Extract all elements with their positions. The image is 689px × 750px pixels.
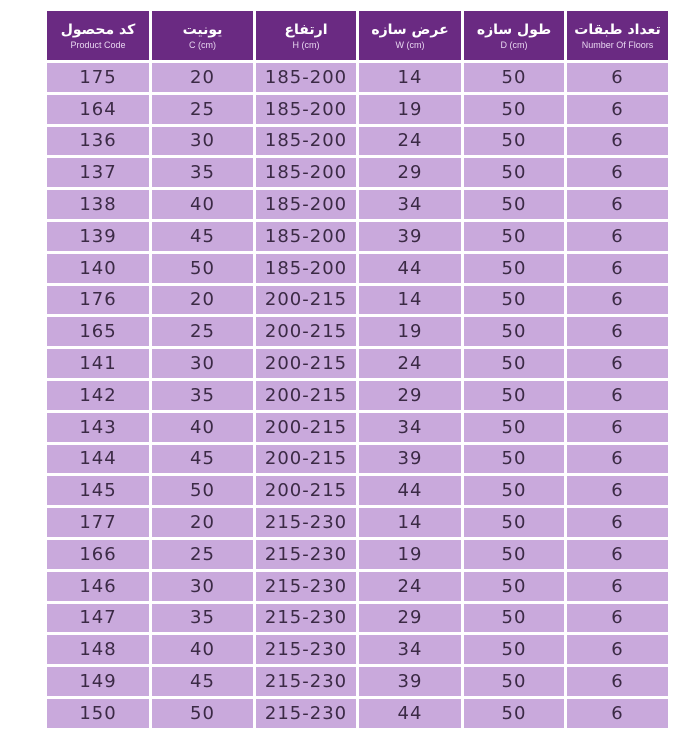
table-cell-depth-d: 50 xyxy=(464,604,564,633)
table-cell-depth-d: 50 xyxy=(464,413,564,442)
table-cell-unit-c: 50 xyxy=(152,476,253,505)
table-cell-depth-d: 50 xyxy=(464,635,564,664)
table-cell-depth-d: 50 xyxy=(464,572,564,601)
column-header-number-of-floors xyxy=(567,11,668,60)
table-cell-height-h: 200-215 xyxy=(256,476,356,505)
table-cell-height-h: 200-215 xyxy=(256,413,356,442)
table-cell-width-w: 44 xyxy=(359,699,461,728)
table-cell-depth-d: 50 xyxy=(464,476,564,505)
table-row xyxy=(47,158,668,187)
table-row xyxy=(47,572,668,601)
table-cell-width-w: 39 xyxy=(359,222,461,251)
table-cell-width-w: 34 xyxy=(359,190,461,219)
column-header-height-h xyxy=(256,11,356,60)
table-row xyxy=(47,127,668,156)
table-cell-height-h: 200-215 xyxy=(256,349,356,378)
table-cell-depth-d: 50 xyxy=(464,317,564,346)
table-cell-product-code: 144 xyxy=(47,445,149,474)
table-cell-number-of-floors: 6 xyxy=(567,127,668,156)
table-cell-depth-d: 50 xyxy=(464,508,564,537)
table-row xyxy=(47,317,668,346)
table-cell-unit-c: 30 xyxy=(152,572,253,601)
table-cell-number-of-floors: 6 xyxy=(567,540,668,569)
table-cell-height-h: 200-215 xyxy=(256,445,356,474)
table-cell-product-code: 136 xyxy=(47,127,149,156)
table-cell-number-of-floors: 6 xyxy=(567,222,668,251)
table-cell-width-w: 24 xyxy=(359,349,461,378)
table-cell-depth-d: 50 xyxy=(464,127,564,156)
table-cell-product-code: 176 xyxy=(47,286,149,315)
table-cell-product-code: 165 xyxy=(47,317,149,346)
table-row xyxy=(47,349,668,378)
table-cell-product-code: 149 xyxy=(47,667,149,696)
table-cell-height-h: 185-200 xyxy=(256,254,356,283)
table-cell-number-of-floors: 6 xyxy=(567,190,668,219)
table-cell-product-code: 150 xyxy=(47,699,149,728)
table-cell-depth-d: 50 xyxy=(464,222,564,251)
table-cell-unit-c: 45 xyxy=(152,445,253,474)
table-cell-width-w: 14 xyxy=(359,286,461,315)
column-header-persian-label: یونیت xyxy=(182,21,223,38)
table-cell-width-w: 39 xyxy=(359,445,461,474)
table-cell-depth-d: 50 xyxy=(464,254,564,283)
table-cell-number-of-floors: 6 xyxy=(567,445,668,474)
table-cell-number-of-floors: 6 xyxy=(567,63,668,92)
table-cell-height-h: 215-230 xyxy=(256,604,356,633)
table-row xyxy=(47,540,668,569)
table-cell-width-w: 44 xyxy=(359,254,461,283)
table-cell-unit-c: 40 xyxy=(152,635,253,664)
table-cell-unit-c: 35 xyxy=(152,604,253,633)
table-row xyxy=(47,635,668,664)
table-cell-depth-d: 50 xyxy=(464,699,564,728)
table-cell-product-code: 140 xyxy=(47,254,149,283)
table-cell-depth-d: 50 xyxy=(464,190,564,219)
table-cell-width-w: 34 xyxy=(359,413,461,442)
table-cell-height-h: 185-200 xyxy=(256,63,356,92)
column-header-persian-label: ارتفاع xyxy=(284,21,328,38)
table-cell-unit-c: 35 xyxy=(152,158,253,187)
table-cell-width-w: 34 xyxy=(359,635,461,664)
table-cell-unit-c: 40 xyxy=(152,190,253,219)
table-cell-number-of-floors: 6 xyxy=(567,508,668,537)
table-cell-width-w: 14 xyxy=(359,508,461,537)
table-cell-depth-d: 50 xyxy=(464,667,564,696)
product-spec-table xyxy=(44,8,671,731)
table-cell-product-code: 166 xyxy=(47,540,149,569)
table-cell-unit-c: 30 xyxy=(152,349,253,378)
header-row xyxy=(47,11,668,60)
table-cell-height-h: 215-230 xyxy=(256,635,356,664)
table-cell-product-code: 145 xyxy=(47,476,149,505)
table-cell-product-code: 142 xyxy=(47,381,149,410)
table-row xyxy=(47,445,668,474)
table-cell-number-of-floors: 6 xyxy=(567,413,668,442)
table-cell-number-of-floors: 6 xyxy=(567,476,668,505)
table-cell-unit-c: 25 xyxy=(152,317,253,346)
table-cell-unit-c: 40 xyxy=(152,413,253,442)
table-cell-width-w: 24 xyxy=(359,572,461,601)
table-cell-product-code: 143 xyxy=(47,413,149,442)
table-cell-depth-d: 50 xyxy=(464,445,564,474)
table-cell-unit-c: 35 xyxy=(152,381,253,410)
column-header-width-w xyxy=(359,11,461,60)
table-cell-unit-c: 45 xyxy=(152,667,253,696)
table-row xyxy=(47,254,668,283)
table-cell-width-w: 29 xyxy=(359,381,461,410)
table-row xyxy=(47,286,668,315)
table-row xyxy=(47,699,668,728)
table-cell-number-of-floors: 6 xyxy=(567,254,668,283)
table-cell-product-code: 175 xyxy=(47,63,149,92)
table-cell-width-w: 39 xyxy=(359,667,461,696)
column-header-persian-label: طول سازه xyxy=(476,21,552,38)
table-cell-width-w: 19 xyxy=(359,540,461,569)
table-cell-product-code: 138 xyxy=(47,190,149,219)
table-cell-number-of-floors: 6 xyxy=(567,635,668,664)
table-cell-height-h: 185-200 xyxy=(256,127,356,156)
table-cell-depth-d: 50 xyxy=(464,63,564,92)
table-cell-unit-c: 25 xyxy=(152,95,253,124)
table-cell-number-of-floors: 6 xyxy=(567,572,668,601)
table-cell-product-code: 147 xyxy=(47,604,149,633)
column-header-english-label: H (cm) xyxy=(292,39,320,50)
table-cell-width-w: 29 xyxy=(359,604,461,633)
table-cell-height-h: 200-215 xyxy=(256,286,356,315)
column-header-english-label: C (cm) xyxy=(189,39,216,50)
table-cell-product-code: 139 xyxy=(47,222,149,251)
table-cell-width-w: 29 xyxy=(359,158,461,187)
table-cell-product-code: 141 xyxy=(47,349,149,378)
table-cell-product-code: 148 xyxy=(47,635,149,664)
table-cell-product-code: 177 xyxy=(47,508,149,537)
table-cell-depth-d: 50 xyxy=(464,158,564,187)
table-row xyxy=(47,95,668,124)
table-cell-height-h: 185-200 xyxy=(256,222,356,251)
table-cell-number-of-floors: 6 xyxy=(567,317,668,346)
table-cell-depth-d: 50 xyxy=(464,286,564,315)
table-cell-unit-c: 50 xyxy=(152,254,253,283)
table-cell-width-w: 19 xyxy=(359,95,461,124)
table-cell-height-h: 215-230 xyxy=(256,699,356,728)
table-cell-height-h: 185-200 xyxy=(256,95,356,124)
table-cell-unit-c: 20 xyxy=(152,286,253,315)
table-cell-product-code: 137 xyxy=(47,158,149,187)
table-cell-number-of-floors: 6 xyxy=(567,699,668,728)
table-cell-width-w: 14 xyxy=(359,63,461,92)
table-cell-number-of-floors: 6 xyxy=(567,604,668,633)
column-header-persian-label: کد محصول xyxy=(60,21,136,38)
column-header-unit-c xyxy=(152,11,253,60)
table-cell-unit-c: 20 xyxy=(152,63,253,92)
table-cell-number-of-floors: 6 xyxy=(567,95,668,124)
table-row xyxy=(47,667,668,696)
table-cell-number-of-floors: 6 xyxy=(567,381,668,410)
table-cell-product-code: 164 xyxy=(47,95,149,124)
table-row xyxy=(47,222,668,251)
column-header-persian-label: عرض سازه xyxy=(371,21,449,38)
table-cell-width-w: 19 xyxy=(359,317,461,346)
table-row xyxy=(47,476,668,505)
table-cell-unit-c: 50 xyxy=(152,699,253,728)
table-cell-unit-c: 45 xyxy=(152,222,253,251)
table-cell-height-h: 215-230 xyxy=(256,508,356,537)
table-cell-height-h: 185-200 xyxy=(256,190,356,219)
table-cell-depth-d: 50 xyxy=(464,381,564,410)
table-cell-height-h: 215-230 xyxy=(256,540,356,569)
table-row xyxy=(47,381,668,410)
table-row xyxy=(47,604,668,633)
column-header-english-label: D (cm) xyxy=(500,39,528,50)
table-cell-width-w: 24 xyxy=(359,127,461,156)
table-cell-height-h: 185-200 xyxy=(256,158,356,187)
table-cell-unit-c: 25 xyxy=(152,540,253,569)
table-cell-depth-d: 50 xyxy=(464,349,564,378)
table-row xyxy=(47,413,668,442)
column-header-english-label: Number Of Floors xyxy=(581,39,654,50)
table-cell-height-h: 215-230 xyxy=(256,667,356,696)
table-cell-number-of-floors: 6 xyxy=(567,158,668,187)
table-cell-depth-d: 50 xyxy=(464,540,564,569)
table-cell-number-of-floors: 6 xyxy=(567,349,668,378)
column-header-product-code xyxy=(47,11,149,60)
table-cell-product-code: 146 xyxy=(47,572,149,601)
table-cell-width-w: 44 xyxy=(359,476,461,505)
table-row xyxy=(47,190,668,219)
table-cell-unit-c: 20 xyxy=(152,508,253,537)
table-cell-height-h: 200-215 xyxy=(256,381,356,410)
table-row xyxy=(47,508,668,537)
column-header-depth-d xyxy=(464,11,564,60)
table-cell-height-h: 200-215 xyxy=(256,317,356,346)
table-cell-number-of-floors: 6 xyxy=(567,286,668,315)
column-header-english-label: W (cm) xyxy=(395,39,425,50)
table-cell-height-h: 215-230 xyxy=(256,572,356,601)
table-cell-unit-c: 30 xyxy=(152,127,253,156)
table-cell-depth-d: 50 xyxy=(464,95,564,124)
table-row xyxy=(47,63,668,92)
column-header-persian-label: تعداد طبقات xyxy=(574,21,661,38)
table-body xyxy=(47,63,668,728)
table-cell-number-of-floors: 6 xyxy=(567,667,668,696)
column-header-english-label: Product Code xyxy=(70,39,126,50)
